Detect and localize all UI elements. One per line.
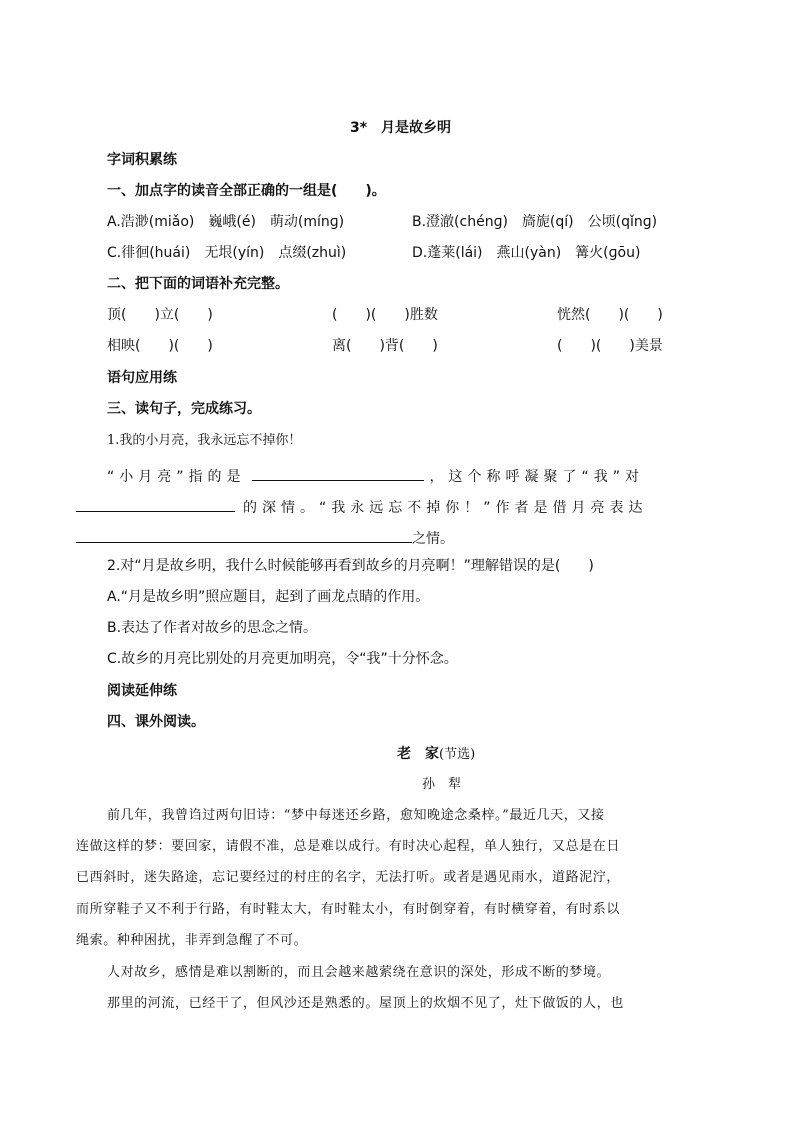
q3-fill-line-3 (76, 528, 454, 546)
page-title: 3* 月是故乡明 (350, 120, 452, 136)
q1-option-c: C.徘徊(huái) 无垠(yín) 点缀(zhuì) (107, 245, 347, 261)
answer-blank[interactable] (76, 528, 412, 543)
passage-line: 已西斜时，迷失路途，忘记要经过的村庄的名字，无法打听。或者是遇见雨水，道路泥泞， (76, 870, 621, 885)
passage-line: 连做这样的梦：要回家，请假不准，总是难以成行。有时决心起程，单人独行，又总是在日 (76, 839, 621, 854)
section-heading-sentence: 语句应用练 (107, 370, 177, 386)
q1-option-b: B.澄澈(chénɡ) 旖旎(qí) 公顷(qǐnɡ) (412, 214, 658, 230)
q2-stem: 二、把下面的词语补充完整。 (107, 276, 289, 292)
q1-option-d: D.蓬莱(lái) 燕山(yàn) 篝火(ɡōu) (412, 245, 641, 261)
q2-item: ( )( )美景 (557, 338, 663, 354)
q3-fill-text: ，这个称呼凝聚了“我”对 (429, 469, 645, 485)
section-heading-reading: 阅读延伸练 (107, 683, 177, 699)
q3-option-b: B.表达了作者对故乡的思念之情。 (107, 620, 318, 636)
q3-question-2: 2.对“月是故乡明，我什么时候能够再看到故乡的月亮啊！”理解错误的是( ) (107, 558, 594, 574)
passage-line: 前几年，我曾诌过两句旧诗：“梦中每迷还乡路，愈知晚途念桑梓。”最近几天，又接 (107, 808, 605, 823)
q3-fill-line-2 (76, 497, 648, 515)
passage-line: 绳索。种种困扰，非弄到急醒了不可。 (76, 933, 308, 948)
passage-author: 孙 犁 (422, 777, 462, 792)
answer-blank[interactable] (252, 466, 424, 481)
passage-title-note: (节选) (439, 747, 476, 762)
q4-stem: 四、课外阅读。 (107, 714, 205, 730)
q2-item: ( )( )胜数 (332, 307, 438, 323)
q2-item: 恍然( )( ) (557, 307, 663, 323)
q1-option-a: A.浩渺(miǎo) 巍峨(é) 萌动(mínɡ) (107, 214, 345, 230)
q3-fill-text: 之情。 (412, 531, 454, 547)
q3-option-c: C.故乡的月亮比别处的月亮更加明亮，令“我”十分怀念。 (107, 651, 458, 667)
q3-fill-text: 的深情。“我永远忘不掉你！”作者是借月亮表达 (243, 500, 648, 516)
answer-blank[interactable] (76, 497, 235, 512)
q1-stem: 一、加点字的读音全部正确的一组是( )。 (107, 183, 386, 199)
q2-item: 离( )背( ) (332, 338, 438, 354)
section-heading-vocab: 字词积累练 (107, 152, 177, 168)
q3-option-a: A.“月是故乡明”照应题目，起到了画龙点睛的作用。 (107, 589, 430, 605)
passage-line: 那里的河流，已经干了，但风沙还是熟悉的。屋顶上的炊烟不见了，灶下做饭的人，也 (107, 996, 624, 1011)
passage-line: 而所穿鞋子又不利于行路，有时鞋太大，有时鞋太小，有时倒穿着，有时横穿着，有时系以 (76, 902, 621, 917)
q2-item: 顶( )立( ) (107, 307, 213, 323)
passage-title-text: 老 家 (397, 746, 439, 762)
q2-item: 相映( )( ) (107, 338, 213, 354)
q3-stem: 三、读句子，完成练习。 (107, 401, 261, 417)
q3-fill-line-1 (107, 466, 644, 484)
q3-fill-text: “小月亮”指的是 (107, 469, 246, 485)
q3-quote: 1.我的小月亮，我永远忘不掉你！ (107, 433, 302, 448)
passage-line: 人对故乡，感情是难以割断的，而且会越来越萦绕在意识的深处，形成不断的梦境。 (107, 965, 611, 980)
passage-title (397, 747, 475, 761)
